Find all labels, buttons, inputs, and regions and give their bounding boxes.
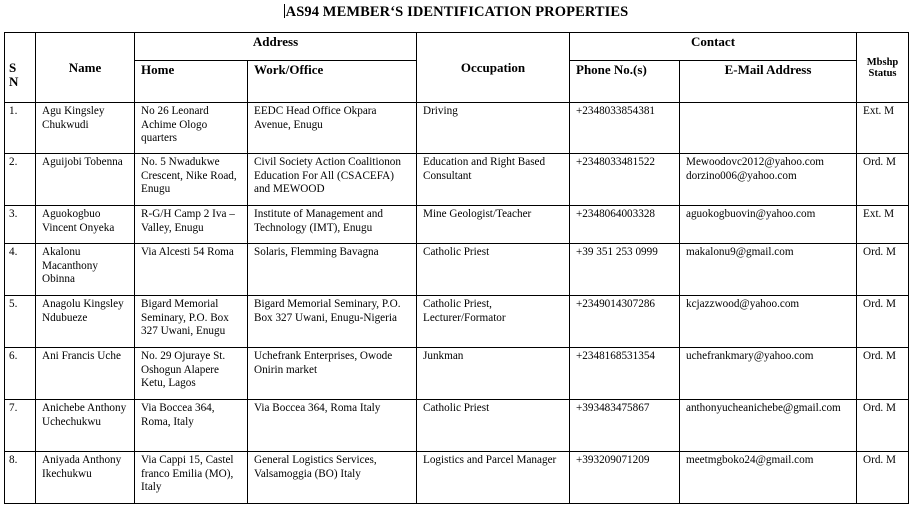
cell-occupation: Logistics and Parcel Manager [417,452,570,504]
cell-work: Civil Society Action Coalitionon Education For All (CSACEFA) and MEWOOD [248,154,417,206]
cell-home: R-G/H Camp 2 Iva – Valley, Enugu [135,206,248,244]
cell-phone: +2348168531354 [570,348,680,400]
cell-work: Solaris, Flemming Bavagna [248,244,417,296]
cell-work: Via Boccea 364, Roma Italy [248,400,417,452]
header-name: Name [36,33,135,103]
header-contact: Contact [570,33,857,61]
cell-phone: +393209071209 [570,452,680,504]
cell-email: Mewoodovc2012@yahoo.com dorzino006@yahoo.com [680,154,857,206]
cell-name: Ani Francis Uche [36,348,135,400]
cell-name: Agu Kingsley Chukwudi [36,103,135,154]
cell-sn: 8. [5,452,36,504]
cell-status: Ord. M [857,400,909,452]
cell-sn: 1. [5,103,36,154]
table-row [5,206,909,244]
cell-email: uchefrankmary@yahoo.com [680,348,857,400]
cell-home: Bigard Memorial Seminary, P.O. Box 327 Uwani, Enugu [135,296,248,348]
cell-occupation: Mine Geologist/Teacher [417,206,570,244]
header-occupation: Occupation [417,33,570,103]
cell-home: No. 5 Nwadukwe Crescent, Nike Road, Enugu [135,154,248,206]
table-row [5,400,909,452]
cell-occupation: Education and Right Based Consultant [417,154,570,206]
cell-email: aguokogbuovin@yahoo.com [680,206,857,244]
cell-status: Ord. M [857,348,909,400]
cell-work: Uchefrank Enterprises, Owode Onirin market [248,348,417,400]
header-work-office: Work/Office [248,61,417,103]
cell-occupation: Catholic Priest [417,244,570,296]
cell-status: Ord. M [857,154,909,206]
cell-sn: 6. [5,348,36,400]
cell-sn: 4. [5,244,36,296]
cell-status: Ext. M [857,206,909,244]
cell-name: Aguijobi Tobenna [36,154,135,206]
table-row [5,154,909,206]
header-status: Mbshp Status [857,33,909,103]
cell-name: Aguokogbuo Vincent Onyeka [36,206,135,244]
document-title [0,4,912,21]
cell-occupation: Catholic Priest [417,400,570,452]
cell-home: Via Boccea 364, Roma, Italy [135,400,248,452]
cell-name: Anagolu Kingsley Ndubueze [36,296,135,348]
members-table [4,32,909,504]
cell-status: Ord. M [857,296,909,348]
cell-phone: +2349014307286 [570,296,680,348]
cell-phone: +393483475867 [570,400,680,452]
cell-occupation: Catholic Priest, Lecturer/Formator [417,296,570,348]
table-row [5,296,909,348]
cell-occupation: Junkman [417,348,570,400]
cell-name: Anichebe Anthony Uchechukwu [36,400,135,452]
cell-phone: +39 351 253 0999 [570,244,680,296]
table-row [5,244,909,296]
table-row [5,348,909,400]
cell-phone: +2348033481522 [570,154,680,206]
cell-sn: 7. [5,400,36,452]
cell-phone: +2348064003328 [570,206,680,244]
document-title-text: AS94 MEMBER‘S IDENTIFICATION PROPERTIES [285,4,629,20]
table-row [5,452,909,504]
header-sn: S N [5,33,36,103]
header-row-top [5,33,909,61]
cell-email: makalonu9@gmail.com [680,244,857,296]
text-cursor [284,4,285,18]
header-phone: Phone No.(s) [570,61,680,103]
cell-name: Akalonu Macanthony Obinna [36,244,135,296]
cell-name: Aniyada Anthony Ikechukwu [36,452,135,504]
cell-status: Ord. M [857,244,909,296]
cell-status: Ord. M [857,452,909,504]
table-row [5,103,909,154]
cell-sn: 3. [5,206,36,244]
cell-sn: 5. [5,296,36,348]
cell-work: Institute of Management and Technology (IMT), Enugu [248,206,417,244]
cell-work: EEDC Head Office Okpara Avenue, Enugu [248,103,417,154]
cell-home: Via Alcesti 54 Roma [135,244,248,296]
cell-email: meetmgboko24@gmail.com [680,452,857,504]
cell-work: Bigard Memorial Seminary, P.O. Box 327 Uwani, Enugu-Nigeria [248,296,417,348]
header-email: E-Mail Address [680,61,857,103]
cell-email: kcjazzwood@yahoo.com [680,296,857,348]
header-home: Home [135,61,248,103]
cell-phone: +2348033854381 [570,103,680,154]
cell-email [680,103,857,154]
cell-sn: 2. [5,154,36,206]
cell-status: Ext. M [857,103,909,154]
cell-email: anthonyucheanichebe@gmail.com [680,400,857,452]
header-address: Address [135,33,417,61]
cell-home: Via Cappi 15, Castel franco Emilia (MO), Italy [135,452,248,504]
cell-home: No. 29 Ojuraye St. Oshogun Alapere Ketu, Lagos [135,348,248,400]
cell-occupation: Driving [417,103,570,154]
cell-home: No 26 Leonard Achime Ologo quarters [135,103,248,154]
cell-work: General Logistics Services, Valsamoggia (BO) Italy [248,452,417,504]
